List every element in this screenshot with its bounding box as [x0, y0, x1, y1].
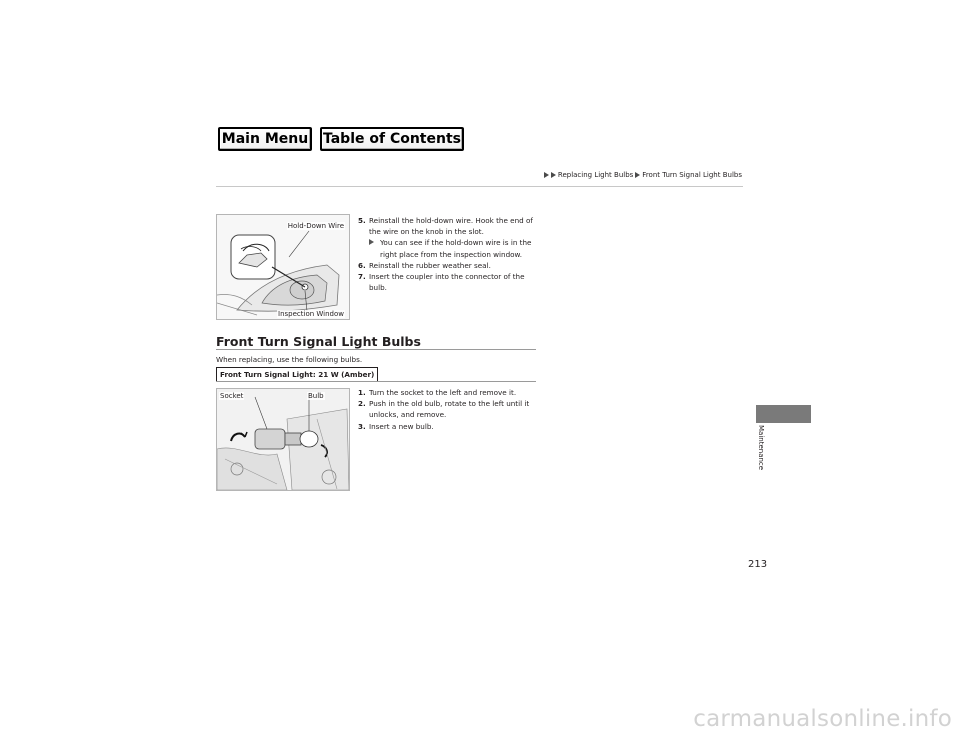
replace-bulb-steps: [358, 387, 538, 432]
socket-drawing: [217, 389, 349, 490]
step-item: [358, 260, 538, 271]
breadcrumb-arrow-icon: [551, 172, 556, 178]
reinstall-steps: [358, 215, 538, 293]
note-text: You can see if the hold-down wire is in the right place from the inspection window.: [380, 238, 532, 259]
step-number: 5.: [358, 216, 366, 225]
main-menu-button[interactable]: Main Menu: [218, 127, 312, 151]
step-item: [358, 215, 538, 237]
breadcrumb-current: Front Turn Signal Light Bulbs: [642, 171, 742, 179]
step-number: 1.: [358, 388, 366, 397]
socket-label: Socket: [220, 392, 244, 400]
step-number: 6.: [358, 260, 366, 270]
step-text: Insert a new bulb.: [369, 421, 434, 431]
section-divider: [216, 349, 536, 350]
step-text: Turn the socket to the left and remove it.: [369, 388, 517, 397]
headlight-drawing: [217, 215, 349, 319]
step-number: 2.: [358, 399, 366, 409]
bulb-label: Bulb: [308, 392, 324, 400]
inspection-window-label: Inspection Window: [278, 310, 344, 318]
chapter-tab-label: Maintenance: [757, 425, 765, 471]
section-intro: When replacing, use the following bulbs.: [216, 355, 363, 364]
section-heading: Front Turn Signal Light Bulbs: [216, 334, 421, 349]
step-item: [358, 421, 538, 432]
breadcrumb-arrow-icon: [544, 172, 549, 178]
note-arrow-icon: [369, 237, 380, 259]
socket-bulb-illustration: [216, 388, 350, 491]
step-number: 7.: [358, 272, 366, 282]
bulb-spec-box: Front Turn Signal Light: 21 W (Amber): [216, 367, 378, 382]
step-text: Reinstall the hold-down wire. Hook the end of the wire on the knob in the slot.: [369, 216, 533, 237]
step-item: [358, 398, 538, 420]
step-item: [358, 271, 538, 293]
breadcrumb: [544, 171, 742, 179]
watermark: carmanualsonline.info: [693, 706, 952, 732]
chapter-tab[interactable]: [756, 405, 811, 423]
breadcrumb-arrow-icon: [635, 172, 640, 178]
step-note: [369, 237, 538, 259]
step-number: 3.: [358, 421, 366, 431]
headlight-hold-down-wire-illustration: [216, 214, 350, 320]
step-text: Reinstall the rubber weather seal.: [369, 260, 491, 270]
page-number: 213: [748, 559, 768, 570]
step-item: [358, 387, 538, 398]
header-divider: [216, 186, 743, 187]
breadcrumb-parent[interactable]: Replacing Light Bulbs: [557, 171, 634, 179]
hold-down-wire-label: Hold-Down Wire: [287, 222, 344, 230]
step-text: Insert the coupler into the connector of the bulb.: [369, 272, 525, 293]
step-text: Push in the old bulb, rotate to the left until it unlocks, and remove.: [369, 399, 530, 420]
spec-divider: [216, 381, 536, 382]
table-of-contents-button[interactable]: Table of Contents: [320, 127, 464, 151]
